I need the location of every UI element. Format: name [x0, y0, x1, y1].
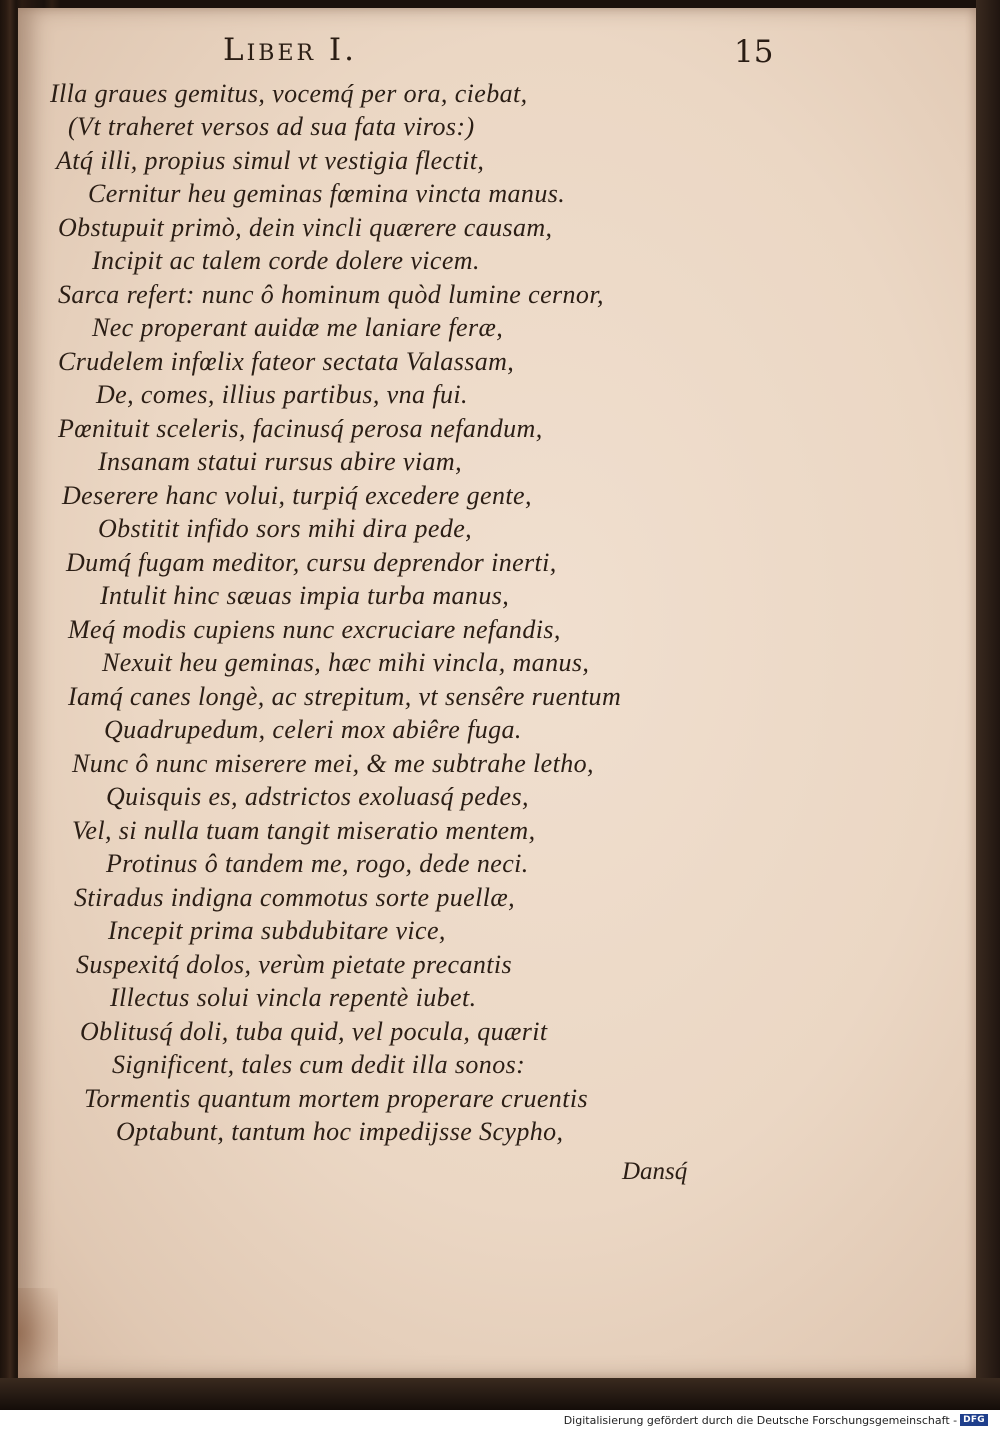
- verse-line: Insanam statui rursus abire viam,: [98, 447, 462, 476]
- scan-edge-right: [976, 0, 1000, 1410]
- verse-line: Obstitit infido sors mihi dira pede,: [98, 514, 473, 543]
- verse-line: Significent, tales cum dedit illa sonos:: [112, 1050, 526, 1079]
- verse-line: Intulit hinc sæuas impia turba manus,: [100, 581, 510, 610]
- verse-line: Crudelem infœlix fateor sectata Valassam,: [58, 347, 515, 376]
- verse-line: Deserere hanc volui, turpiq́ excedere gente,: [62, 481, 532, 510]
- verse-line: Atq́ illi, propius simul vt vestigia flectit,: [56, 146, 485, 175]
- dfg-attribution: [564, 1412, 988, 1428]
- verse-line: Illectus solui vincla repentè iubet.: [110, 983, 477, 1012]
- verse-line: Illa graues gemitus, vocemq́ per ora, ciebat,: [50, 79, 528, 108]
- verse-line: Incipit ac talem corde dolere vicem.: [92, 246, 480, 275]
- verse-line: Quisquis es, adstrictos exoluasq́ pedes,: [106, 782, 529, 811]
- verse-line: Incepit prima subdubitare vice,: [108, 916, 446, 945]
- dfg-logo-icon: DFG: [960, 1414, 988, 1426]
- verse-line: Vel, si nulla tuam tangit miseratio mentem,: [72, 816, 536, 845]
- verse-line: Stiradus indigna commotus sorte puellæ,: [74, 883, 515, 912]
- attribution-text: Digitalisierung gefördert durch die Deutsche Forschungsgemeinschaft -: [563, 1413, 958, 1427]
- verse-line: Dumq́ fugam meditor, cursu deprendor inerti,: [66, 548, 557, 577]
- book-page: [18, 8, 976, 1378]
- verse-line: Nexuit heu geminas, hæc mihi vincla, manus,: [102, 648, 590, 677]
- catchword: Dansq́: [622, 1158, 688, 1185]
- verse-line: Oblitusq́ doli, tuba quid, vel pocula, quærit: [80, 1017, 548, 1046]
- verse-line: Cernitur heu geminas fœmina vincta manus.: [88, 179, 566, 208]
- verse-line: De, comes, illius partibus, vna fui.: [96, 380, 468, 409]
- verse-line: Nec properant auidæ me laniare feræ,: [92, 313, 504, 342]
- verse-line: Obstupuit primò, dein vincli quærere causam,: [58, 213, 553, 242]
- verse-line: Tormentis quantum mortem properare cruentis: [84, 1084, 588, 1113]
- verse-line: Iamq́ canes longè, ac strepitum, vt sensêre ruentum: [68, 682, 622, 711]
- verse-line: Meq́ modis cupiens nunc excruciare nefandis,: [68, 615, 561, 644]
- verse-line: Quadrupedum, celeri mox abiêre fuga.: [104, 715, 522, 744]
- scan-edge-bottom: [0, 1378, 1000, 1410]
- verse-line: Suspexitq́ dolos, verùm pietate precantis: [76, 950, 513, 979]
- verse-line: Sarca refert: nunc ô hominum quòd lumine cernor,: [58, 280, 604, 309]
- verse-line: Nunc ô nunc miserere mei, & me subtrahe letho,: [72, 749, 594, 778]
- verse-line: Optabunt, tantum hoc impedijsse Scypho,: [116, 1117, 564, 1146]
- verse-line: Pœnituit sceleris, facinusq́ perosa nefandum,: [58, 414, 543, 443]
- page-stain: [18, 1288, 58, 1378]
- page-number: 15: [734, 34, 774, 70]
- running-head: Liber I.: [223, 32, 358, 68]
- verse-line: (Vt traheret versos ad sua fata viros:): [68, 112, 475, 141]
- verse-line: Protinus ô tandem me, rogo, dede neci.: [106, 849, 529, 878]
